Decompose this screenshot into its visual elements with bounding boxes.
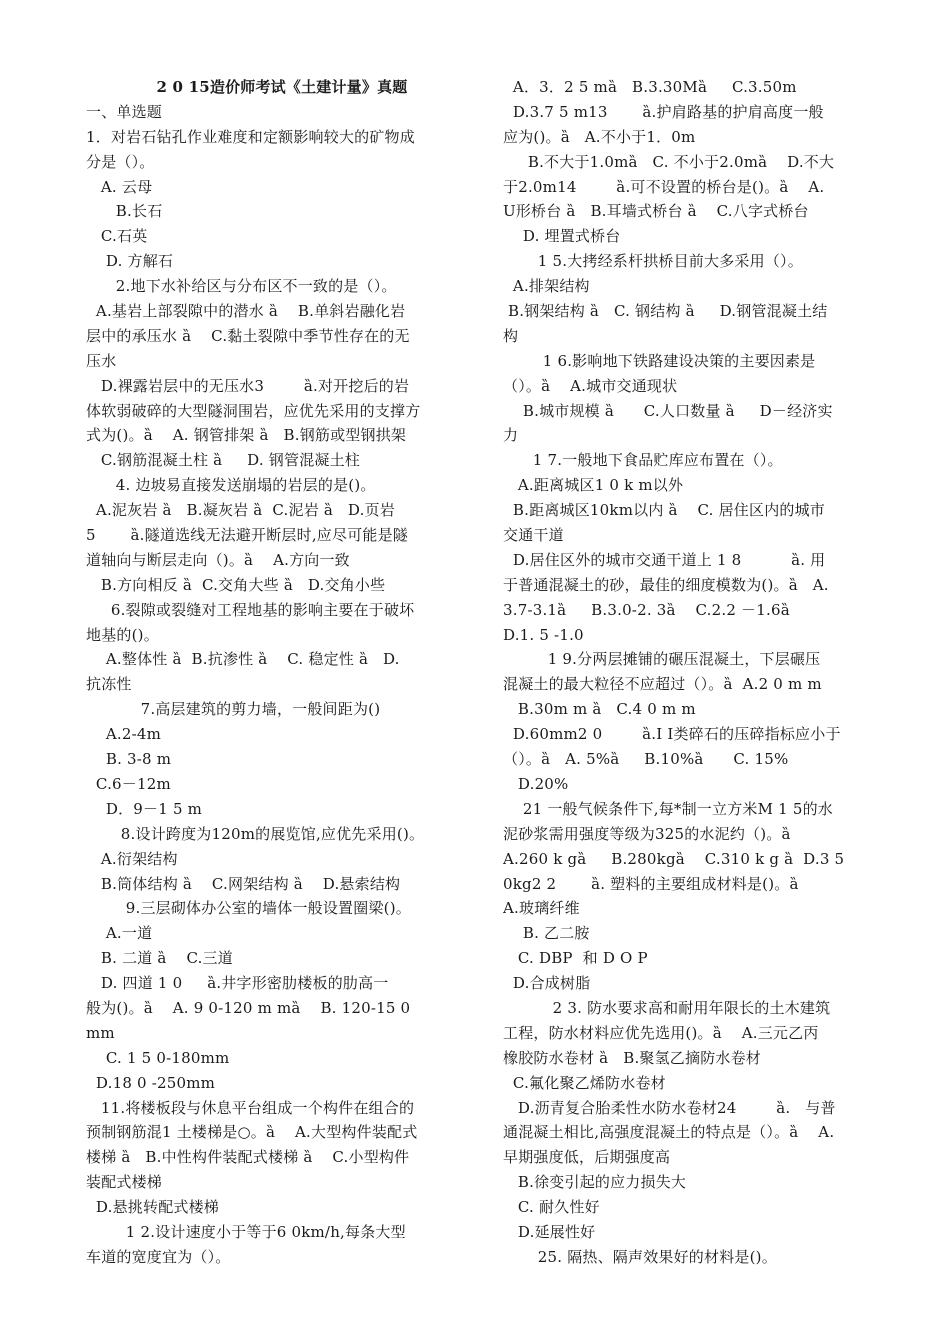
text-line: B.城市规模 ȁ C.人口数量 ȁ D－经济实 <box>503 401 833 420</box>
text-line: 一、单选题 <box>86 102 163 121</box>
text-line: 5 ȁ.隧道选线无法避开断层时,应尽可能是隧 <box>86 526 409 545</box>
text-line: 通混凝土相比,高强度混凝土的特点是（）。ȁ A. <box>503 1123 835 1142</box>
text-line: B.钢架结构 ȁ C. 钢结构 ȁ D.钢管混凝土结 <box>503 302 828 321</box>
text-line: 地基的()。 <box>86 625 159 644</box>
text-line: B.长石 <box>86 202 163 221</box>
text-line: 2.地下水补给区与分布区不一致的是（）。 <box>86 277 397 296</box>
text-line: （）。ȁ A.城市交通现状 <box>503 376 678 395</box>
text-line: B. 乙二胺 <box>503 924 590 943</box>
text-line: B. 二道 ȁ C.三道 <box>86 949 233 968</box>
text-line: 25. 隔热、隔声效果好的材料是()。 <box>503 1247 777 1266</box>
text-line: 0kg2 2 ȁ. 塑料的主要组成材料是()。ȁ <box>503 874 799 893</box>
text-line: C.钢筋混凝土柱 ȁ D. 钢管混凝土柱 <box>86 451 360 470</box>
text-line: 层中的承压水 ȁ C.黏土裂隙中季节性存在的无 <box>86 326 410 345</box>
document-title: 2 0 15造价师考试《土建计量》真题 <box>86 78 408 96</box>
text-line: D.20% <box>503 774 569 793</box>
text-line: D. 埋置式桥台 <box>503 227 621 246</box>
text-line: 应为()。ȁ A.不小于1．0m <box>503 127 696 146</box>
text-line: 构 <box>503 326 519 345</box>
text-line: 21 一般气候条件下,每*制一立方米M 1 5的水 <box>503 799 833 818</box>
left-column <box>86 75 478 1270</box>
text-line: 8.设计跨度为120m的展览馆,应优先采用()。 <box>86 824 425 843</box>
text-line: 11.将楼板段与休息平台组成一个构件在组合的 <box>86 1098 415 1117</box>
text-line: D. 四道 1 0 ȁ.井字形密肋楼板的肋高一 <box>86 974 389 993</box>
text-line: B. 3-8 m <box>86 750 172 769</box>
text-line: 式为()。ȁ A. 钢管排架 ȁ B.钢筋或型钢拱架 <box>86 426 407 445</box>
text-line: 6.裂隙或裂缝对工程地基的影响主要在于破坏 <box>86 600 415 619</box>
text-line: 分是（）。 <box>86 152 155 171</box>
text-line: A.玻璃纤维 <box>503 899 580 918</box>
text-line: D.3.7 5 m13 ȁ.护肩路基的护肩高度一般 <box>503 102 824 121</box>
text-line: C.6－12m <box>86 774 171 793</box>
text-line: D.18 0 -250mm <box>86 1073 216 1092</box>
text-line: 4. 边坡易直接发送崩塌的岩层的是()。 <box>86 476 376 495</box>
text-line: 1．对岩石钻孔作业难度和定额影响较大的矿物成 <box>86 127 415 146</box>
text-line: D.悬挑转配式楼梯 <box>86 1198 219 1217</box>
text-line: （）。ȁ A. 5%ȁ B.10%ȁ C. 15% <box>503 750 789 769</box>
text-line: B.距离城区10km以内 ȁ C. 居住区内的城市 <box>503 501 825 520</box>
text-line: 1 7.一般地下食品贮库应布置在（）。 <box>503 451 783 470</box>
text-line: 混凝土的最大粒径不应超过（）。ȁ A.2 0 m m <box>503 675 822 694</box>
text-line: 1 2.设计速度小于等于6 0km/h,每条大型 <box>86 1222 406 1241</box>
text-line: 1 9.分两层摊铺的碾压混凝土，下层碾压 <box>503 650 821 669</box>
text-line: A.2-4m <box>86 725 162 744</box>
text-line: 7.高层建筑的剪力墙，一般间距为() <box>86 700 381 719</box>
text-line: 装配式楼梯 <box>86 1173 163 1192</box>
text-line: D.裸露岩层中的无压水3 ȁ.对开挖后的岩 <box>86 376 410 395</box>
text-line: 楼梯 ȁ B.中性构件装配式楼梯 ȁ C.小型构件 <box>86 1148 410 1167</box>
text-line: C.石英 <box>86 227 148 246</box>
text-line: D.沥青复合胎柔性水防水卷材24 ȁ. 与普 <box>503 1098 836 1117</box>
text-line: C. DBP 和 D O P <box>503 949 648 968</box>
text-line: B.徐变引起的应力损失大 <box>503 1173 687 1192</box>
text-line: B.筒体结构 ȁ C.网架结构 ȁ D.悬索结构 <box>86 874 401 893</box>
text-line: 力 <box>503 426 519 445</box>
text-line: A．3．2 5 mȁ B.3.30Mȁ C.3.50m <box>503 78 797 96</box>
text-line: C. 1 5 0-180mm <box>86 1048 230 1067</box>
text-line: 预制钢筋混1 土楼梯是○。ȁ A.大型构件装配式 <box>86 1123 418 1142</box>
text-line: 车道的宽度宜为（）。 <box>86 1247 231 1266</box>
text-line: 橡胶防水卷材 ȁ B.聚氢乙摘防水卷材 <box>503 1048 762 1067</box>
text-line: A. 云母 <box>86 177 153 196</box>
text-line: A.排架结构 <box>503 277 590 296</box>
text-line: B.不大于1.0mȁ C. 不小于2.0mȁ D.不大 <box>503 152 835 171</box>
text-line: D．9－1 5 m <box>86 799 203 818</box>
text-line: 体软弱破碎的大型隧洞围岩，应优先采用的支撑方 <box>86 401 421 420</box>
text-line: 1 5.大拷经系杆拱桥目前大多采用（）。 <box>503 252 803 271</box>
text-line: 压水 <box>86 351 117 370</box>
right-column <box>503 75 885 1270</box>
text-line: D.1. 5 -1.0 <box>503 625 584 644</box>
text-line: 1 6.影响地下铁路建设决策的主要因素是 <box>503 351 816 370</box>
text-line: 早期强度低，后期强度高 <box>503 1148 671 1167</box>
text-line: 抗冻性 <box>86 675 132 694</box>
text-line: 9.三层砌体办公室的墙体一般设置圈梁()。 <box>86 899 411 918</box>
text-line: C. 耐久性好 <box>503 1198 600 1217</box>
text-line: 工程，防水材料应优先选用()。ȁ A.三元乙丙 <box>503 1023 819 1042</box>
text-line: D.居住区外的城市交通干道上 1 8 ȁ. 用 <box>503 550 826 569</box>
text-line: A.一道 <box>86 924 153 943</box>
text-line: D.延展性好 <box>503 1222 596 1241</box>
text-line: D. 方解石 <box>86 252 174 271</box>
text-line: A.泥灰岩 ȁ B.凝灰岩 ȁ C.泥岩 ȁ D.页岩 <box>86 501 395 520</box>
text-line: 3.7-3.1ȁ B.3.0-2. 3ȁ C.2.2 －1.6ȁ <box>503 600 790 619</box>
text-line: A.距离城区1 0 k m以外 <box>503 476 684 495</box>
text-line: A.260 k gȁ B.280kgȁ C.310 k g ȁ D.3 5 <box>503 849 845 868</box>
text-line: A.基岩上部裂隙中的潜水 ȁ B.单斜岩融化岩 <box>86 302 406 321</box>
text-line: 泥砂浆需用强度等级为325的水泥约（)。ȁ <box>503 824 791 843</box>
text-line: A.衍架结构 <box>86 849 178 868</box>
text-line: B.30m m ȁ C.4 0 m m <box>503 700 696 719</box>
text-line: 交通干道 <box>503 526 564 545</box>
text-line: B.方向相反 ȁ C.交角大些 ȁ D.交角小些 <box>86 575 386 594</box>
text-line: D.60mm2 0 ȁ.I I类碎石的压碎指标应小于 <box>503 725 841 744</box>
text-line: 2 3. 防水要求高和耐用年限长的土木建筑 <box>503 998 831 1017</box>
text-line: 般为()。ȁ A. 9 0-120 m mȁ B. 120-15 0 <box>86 998 411 1017</box>
text-line: mm <box>86 1023 115 1042</box>
text-line: U形桥台 ȁ B.耳墙式桥台 ȁ C.八字式桥台 <box>503 202 809 221</box>
text-line: 于2.0m14 ȁ.可不设置的桥台是()。ȁ A. <box>503 177 825 196</box>
text-line: A.整体性 ȁ B.抗渗性 ȁ C. 稳定性 ȁ D. <box>86 650 400 669</box>
text-line: D.合成树脂 <box>503 974 591 993</box>
text-line: C.氟化聚乙烯防水卷材 <box>503 1073 666 1092</box>
text-line: 道轴向与断层走向（)。ȁ A.方向一致 <box>86 550 350 569</box>
text-line: 于普通混凝土的砂，最佳的细度模数为()。ȁ A. <box>503 575 829 594</box>
